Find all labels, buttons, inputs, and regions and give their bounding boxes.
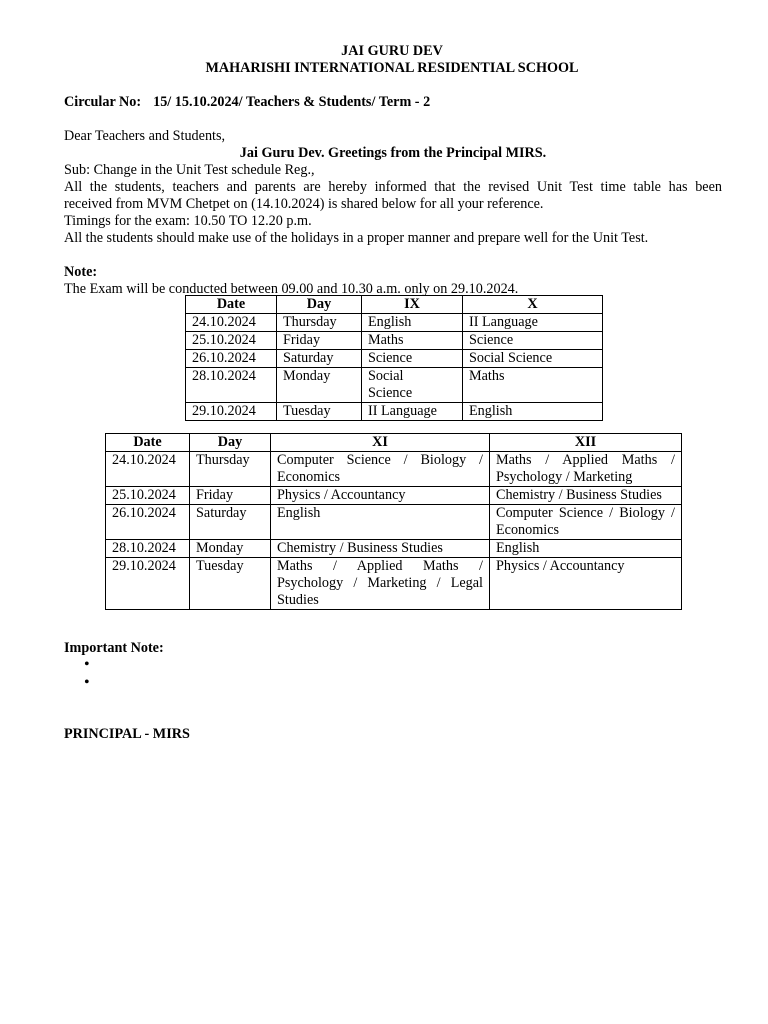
cell-date: 29.10.2024: [106, 558, 190, 610]
timetable-ix-x: [185, 295, 603, 421]
list-item: [84, 674, 104, 692]
note-text: The Exam will be conducted between 09.00 and 10.30 a.m. only on 29.10.2024.: [64, 281, 519, 297]
cell-date: 24.10.2024: [106, 452, 190, 487]
timetable-xi-xii: [105, 433, 682, 610]
cell-date: 26.10.2024: [186, 350, 277, 368]
signature: PRINCIPAL - MIRS: [64, 726, 190, 742]
cell-day: Saturday: [190, 505, 271, 540]
cell-ix: Maths: [362, 332, 463, 350]
cell-xi: Physics / Accountancy: [271, 487, 490, 505]
cell-date: 25.10.2024: [106, 487, 190, 505]
important-note-label: Important Note:: [64, 640, 164, 656]
cell-xi: Maths / Applied Maths / Psychology / Marketing / Legal Studies: [271, 558, 490, 610]
cell-x: English: [463, 403, 603, 421]
header-line-2: MAHARISHI INTERNATIONAL RESIDENTIAL SCHOOL: [205, 60, 579, 76]
cell-x: Social Science: [463, 350, 603, 368]
cell-xi: Computer Science / Biology / Economics: [271, 452, 490, 487]
cell-day: Tuesday: [277, 403, 362, 421]
table-row: [106, 540, 682, 558]
table-row: [186, 350, 603, 368]
cell-ix: Social Science: [362, 368, 463, 403]
table-row: [186, 332, 603, 350]
cell-ix: English: [362, 314, 463, 332]
cell-date: 26.10.2024: [106, 505, 190, 540]
cell-day: Monday: [190, 540, 271, 558]
table-row: [186, 314, 603, 332]
note-label: Note:: [64, 264, 98, 280]
cell-x: II Language: [463, 314, 603, 332]
cell-day: Thursday: [277, 314, 362, 332]
cell-day: Thursday: [190, 452, 271, 487]
circular-label: Circular No:: [64, 94, 142, 110]
greeting: Jai Guru Dev. Greetings from the Principal MIRS.: [239, 145, 547, 161]
cell-date: 28.10.2024: [106, 540, 190, 558]
cell-day: Tuesday: [190, 558, 271, 610]
paragraph-line-2: received from MVM Chetpet on (14.10.2024) is shared below for all your reference.: [64, 196, 544, 212]
cell-date: 29.10.2024: [186, 403, 277, 421]
cell-x: Maths: [463, 368, 603, 403]
circular-value: 15/ 15.10.2024/ Teachers & Students/ Term - 2: [153, 94, 431, 110]
header-ix: IX: [362, 296, 463, 314]
header-date: Date: [186, 296, 277, 314]
table-row: [106, 452, 682, 487]
cell-date: 28.10.2024: [186, 368, 277, 403]
header-x: X: [463, 296, 603, 314]
table-row: [186, 368, 603, 403]
cell-day: Monday: [277, 368, 362, 403]
cell-xii: Physics / Accountancy: [490, 558, 682, 610]
header-day: Day: [277, 296, 362, 314]
table-row: [106, 505, 682, 540]
table-row: [106, 558, 682, 610]
header-xii: XII: [490, 434, 682, 452]
cell-ix: Science: [362, 350, 463, 368]
table-header-row: [106, 434, 682, 452]
list-item: [84, 656, 104, 674]
cell-xii: English: [490, 540, 682, 558]
cell-xi: English: [271, 505, 490, 540]
timings-line: Timings for the exam: 10.50 TO 12.20 p.m.: [64, 213, 312, 229]
cell-xii: Maths / Applied Maths / Psychology / Marketing: [490, 452, 682, 487]
header-line-1: JAI GURU DEV: [341, 43, 443, 59]
table-header-row: [186, 296, 603, 314]
holidays-line: All the students should make use of the holidays in a proper manner and prepare well for the Unit Test.: [64, 230, 649, 246]
table-row: [186, 403, 603, 421]
cell-day: Friday: [190, 487, 271, 505]
cell-xii: Computer Science / Biology / Economics: [490, 505, 682, 540]
circular-number: [64, 94, 430, 111]
header-xi: XI: [271, 434, 490, 452]
subject-line: Sub: Change in the Unit Test schedule Reg.,: [64, 162, 315, 178]
cell-xii: Chemistry / Business Studies: [490, 487, 682, 505]
important-note-list: [84, 656, 104, 692]
header-date: Date: [106, 434, 190, 452]
cell-day: Saturday: [277, 350, 362, 368]
cell-ix: II Language: [362, 403, 463, 421]
cell-day: Friday: [277, 332, 362, 350]
cell-x: Science: [463, 332, 603, 350]
cell-date: 24.10.2024: [186, 314, 277, 332]
salutation: Dear Teachers and Students,: [64, 128, 226, 144]
paragraph-line-1: All the students, teachers and parents are hereby informed that the revised Unit Test time table has been: [64, 179, 722, 195]
cell-xi: Chemistry / Business Studies: [271, 540, 490, 558]
cell-date: 25.10.2024: [186, 332, 277, 350]
header-day: Day: [190, 434, 271, 452]
table-row: [106, 487, 682, 505]
